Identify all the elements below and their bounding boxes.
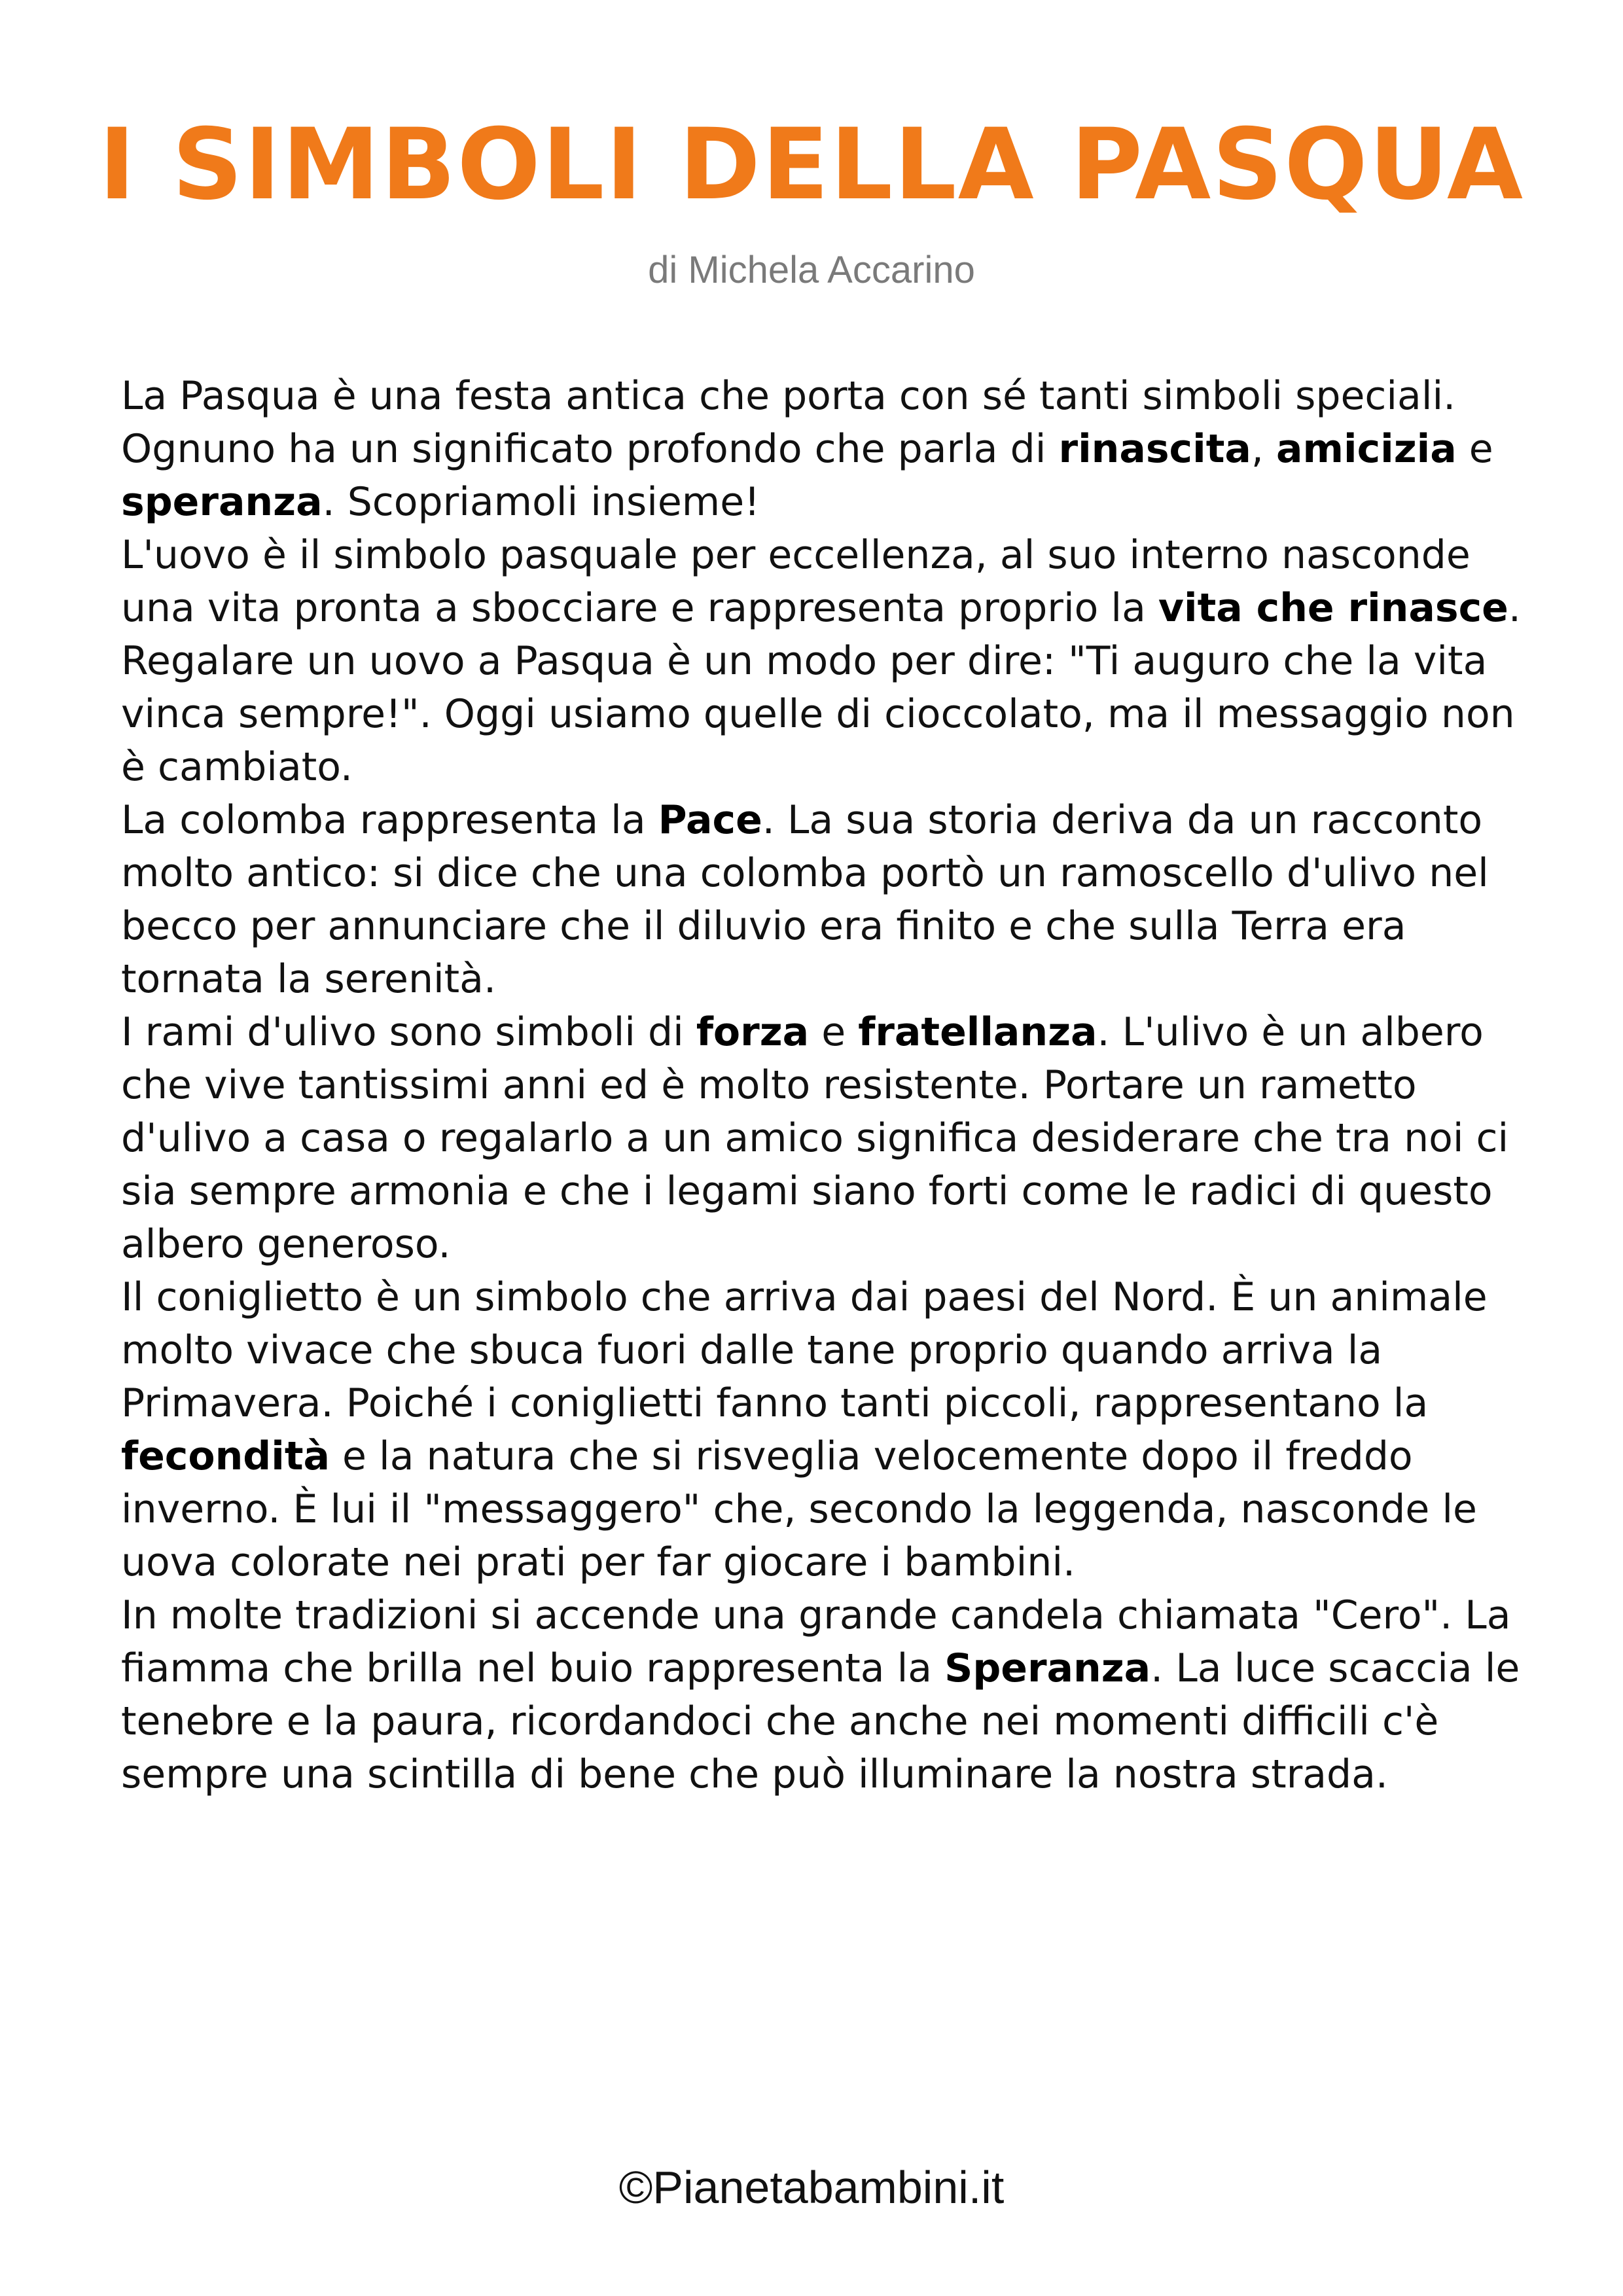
highlighted-keyword: vita che rinasce — [1158, 585, 1508, 631]
paragraph-colomba — [121, 794, 1535, 1006]
text-segment: La colomba rappresenta la — [121, 797, 658, 843]
text-segment: . Scopriamoli insieme! — [322, 479, 760, 525]
highlighted-keyword: Pace — [658, 797, 762, 843]
text-segment: I rami d'ulivo sono simboli di — [121, 1009, 696, 1055]
paragraph-ulivo — [121, 1006, 1535, 1271]
paragraph-coniglietto — [121, 1271, 1535, 1589]
copyright-footer: ©Pianetabambini.it — [618, 2162, 1005, 2213]
text-segment: La Pasqua è una festa antica che porta con sé tanti simboli speciali. Ognuno ha un significato profondo che parla di — [121, 373, 1456, 472]
highlighted-keyword: speranza — [121, 479, 323, 525]
highlighted-keyword: fecondità — [121, 1433, 330, 1479]
highlighted-keyword: amicizia — [1276, 426, 1457, 472]
highlighted-keyword: Speranza — [944, 1645, 1151, 1691]
author-byline: di Michela Accarino — [648, 249, 975, 291]
paragraph-cero — [121, 1589, 1535, 1801]
highlighted-keyword: forza — [696, 1009, 810, 1055]
highlighted-keyword: rinascita — [1058, 426, 1251, 472]
text-segment: e — [1456, 426, 1493, 472]
text-segment: . L'ulivo è un albero che vive tantissimi anni ed è molto resistente. Portare un rametto d'ulivo a casa o regalarlo a un amico significa desiderare che tra noi ci sia sempre armonia e che i legami siano forti come le radici di questo albero generoso. — [121, 1009, 1509, 1267]
text-segment: . La sua storia deriva da un racconto molto antico: si dice che una colomba portò un ramoscello d'ulivo nel becco per annunciare che il diluvio era finito e che sulla Terra era tornata la serenità. — [121, 797, 1489, 1002]
text-segment: . La luce scaccia le tenebre e la paura, ricordandoci che anche nei momenti difficili c'è sempre una scintilla di bene che può illuminare la nostra strada. — [121, 1645, 1520, 1797]
text-segment: L'uovo è il simbolo pasquale per eccellenza, al suo interno nasconde una vita pronta a sbocciare e rappresenta proprio la — [121, 532, 1471, 631]
text-segment: . Regalare un uovo a Pasqua è un modo per dire: "Ti auguro che la vita vinca sempre!". Oggi usiamo quelle di cioccolato, ma il messaggio non è cambiato. — [121, 585, 1521, 790]
page-title: I SIMBOLI DELLA PASQUA — [98, 108, 1525, 222]
text-segment: In molte tradizioni si accende una grande candela chiamata "Cero". La fiamma che brilla nel buio rappresenta la — [121, 1592, 1511, 1691]
text-segment: Il coniglietto è un simbolo che arriva dai paesi del Nord. È un animale molto vivace che sbuca fuori dalle tane proprio quando arriva la Primavera. Poiché i coniglietti fanno tanti piccoli, rappresentano la — [121, 1274, 1488, 1426]
text-segment: , — [1251, 426, 1277, 472]
text-segment: e la natura che si risveglia velocemente dopo il freddo inverno. È lui il "messaggero" che, secondo la leggenda, nasconde le uova colorate nei prati per far giocare i bambini. — [121, 1433, 1477, 1585]
article-body — [121, 370, 1535, 1801]
paragraph-uovo — [121, 529, 1535, 794]
paragraph-intro — [121, 370, 1535, 529]
highlighted-keyword: fratellanza — [858, 1009, 1097, 1055]
text-segment: e — [809, 1009, 859, 1055]
